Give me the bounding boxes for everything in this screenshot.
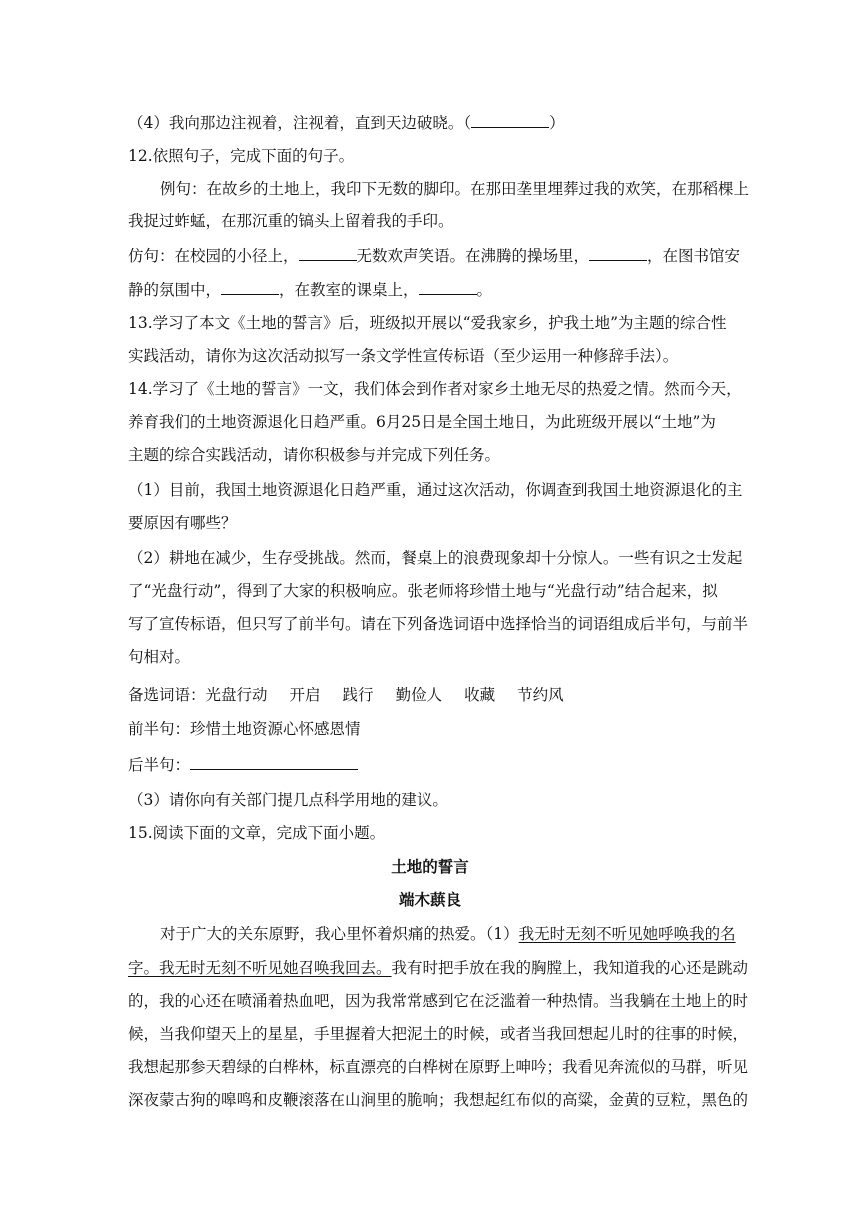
answer-blank[interactable] — [190, 754, 358, 770]
option-word: 节约风 — [517, 686, 564, 704]
question-14-part-2: 了“光盘行动”，得到了大家的积极响应。张老师将珍惜土地与“光盘行动”结合起来，拟 — [128, 582, 718, 600]
article-paragraph-line: 对于广大的关东原野，我心里怀着炽痛的热爱。（1）我无时无刻不听见她呼唤我的名 — [160, 925, 736, 943]
question-14-part-2: 句相对。 — [128, 648, 191, 666]
option-word: 光盘行动 — [205, 686, 268, 704]
question-13-line: 13.学习了本文《土地的誓言》后，班级拟开展以“爱我家乡，护我土地”为主题的综合性 — [128, 314, 727, 332]
article-paragraph-line: 字。我无时无刻不听见她召唤我回去。我有时把手放在我的胸膛上，我知道我的心还是跳动 — [128, 959, 749, 977]
second-half-slogan: 后半句： — [128, 754, 732, 776]
question-text: ） — [549, 114, 565, 132]
option-words: 备选词语：光盘行动 开启 践行 勤俭人 收藏 节约风 — [128, 686, 564, 704]
question-14-line: 主题的综合实践活动，请你积极参与并完成下列任务。 — [128, 446, 501, 464]
example-sentence-line: 例句：在故乡的土地上，我印下无数的脚印。在那田垄里埋葬过我的欢笑，在那稻棵上 — [160, 180, 750, 198]
answer-blank[interactable] — [589, 245, 647, 261]
article-author: 端木蕻良 — [398, 890, 461, 909]
article-paragraph-line: 候，当我仰望天上的星星，手里握着大把泥土的时候，或者当我回想起儿时的往事的时候， — [128, 1025, 749, 1043]
article-paragraph-line: 我想起那参天碧绿的白桦林，标直漂亮的白桦树在原野上呻吟；我看见奔流似的马群，听见 — [128, 1058, 749, 1076]
question-14-part-2: （2）耕地在减少，生存受挑战。然而，餐桌上的浪费现象却十分惊人。一些有识之士发起 — [128, 549, 743, 567]
article-paragraph-line: 的，我的心还在喷涌着热血吧，因为我常常感到它在泛滥着一种热情。当我躺在土地上的时 — [128, 992, 749, 1010]
answer-blank[interactable] — [471, 112, 549, 128]
answer-blank[interactable] — [221, 279, 279, 295]
article-paragraph-line: 深夜蒙古狗的嗥鸣和皮鞭滚落在山涧里的脆响；我想起红布似的高粱，金黄的豆粒，黑色的 — [128, 1091, 749, 1109]
example-sentence-line: 我捉过蚱蜢，在那沉重的镐头上留着我的手印。 — [128, 212, 454, 230]
article-title: 土地的誓言 — [391, 857, 469, 876]
option-word: 践行 — [342, 686, 374, 704]
question-14-part-1: （1）目前，我国土地资源退化日趋严重，通过这次活动，你调查到我国土地资源退化的主 — [128, 481, 743, 499]
option-word: 开启 — [289, 686, 321, 704]
question-14-part-2: 写了宣传标语，但只写了前半句。请在下列备选词语中选择恰当的词语组成后半句，与前半 — [128, 615, 749, 633]
question-14-line: 14.学习了《土地的誓言》一文，我们体会到作者对家乡土地无尽的热爱之情。然而今天， — [128, 380, 742, 398]
imitation-sentence-line: 静的氛围中， ，在教室的课桌上， 。 — [128, 281, 493, 299]
question-12-title: 12.依照句子，完成下面的句子。 — [128, 147, 355, 165]
imitation-sentence-line: 仿句：在校园的小径上， 无数欢声笑语。在沸腾的操场里， ，在图书馆安 — [128, 247, 741, 265]
question-14-part-3: （3）请你向有关部门提几点科学用地的建议。 — [128, 791, 448, 809]
question-11-item-4 — [128, 112, 732, 134]
option-word: 勤俭人 — [395, 686, 443, 704]
option-word: 收藏 — [464, 686, 496, 704]
question-14-part-1: 要原因有哪些？ — [128, 514, 237, 532]
first-half-slogan: 前半句：珍惜土地资源心怀感恩情 — [128, 720, 361, 738]
question-14-line: 养育我们的土地资源退化日趋严重。6月25日是全国土地日，为此班级开展以“土地”为 — [128, 413, 716, 431]
underlined-sentence: 字。我无时无刻不听见她召唤我回去。 — [128, 959, 392, 977]
question-15-title: 15.阅读下面的文章，完成下面小题。 — [128, 824, 386, 842]
underlined-sentence: 我无时无刻不听见她呼唤我的名 — [518, 925, 736, 943]
question-13-line: 实践活动，请你为这次活动拟写一条文学性宣传标语（至少运用一种修辞手法）。 — [128, 347, 679, 365]
question-text: （4）我向那边注视着，注视着，直到天边破晓。（ — [128, 114, 472, 132]
answer-blank[interactable] — [419, 279, 477, 295]
answer-blank[interactable] — [299, 245, 357, 261]
